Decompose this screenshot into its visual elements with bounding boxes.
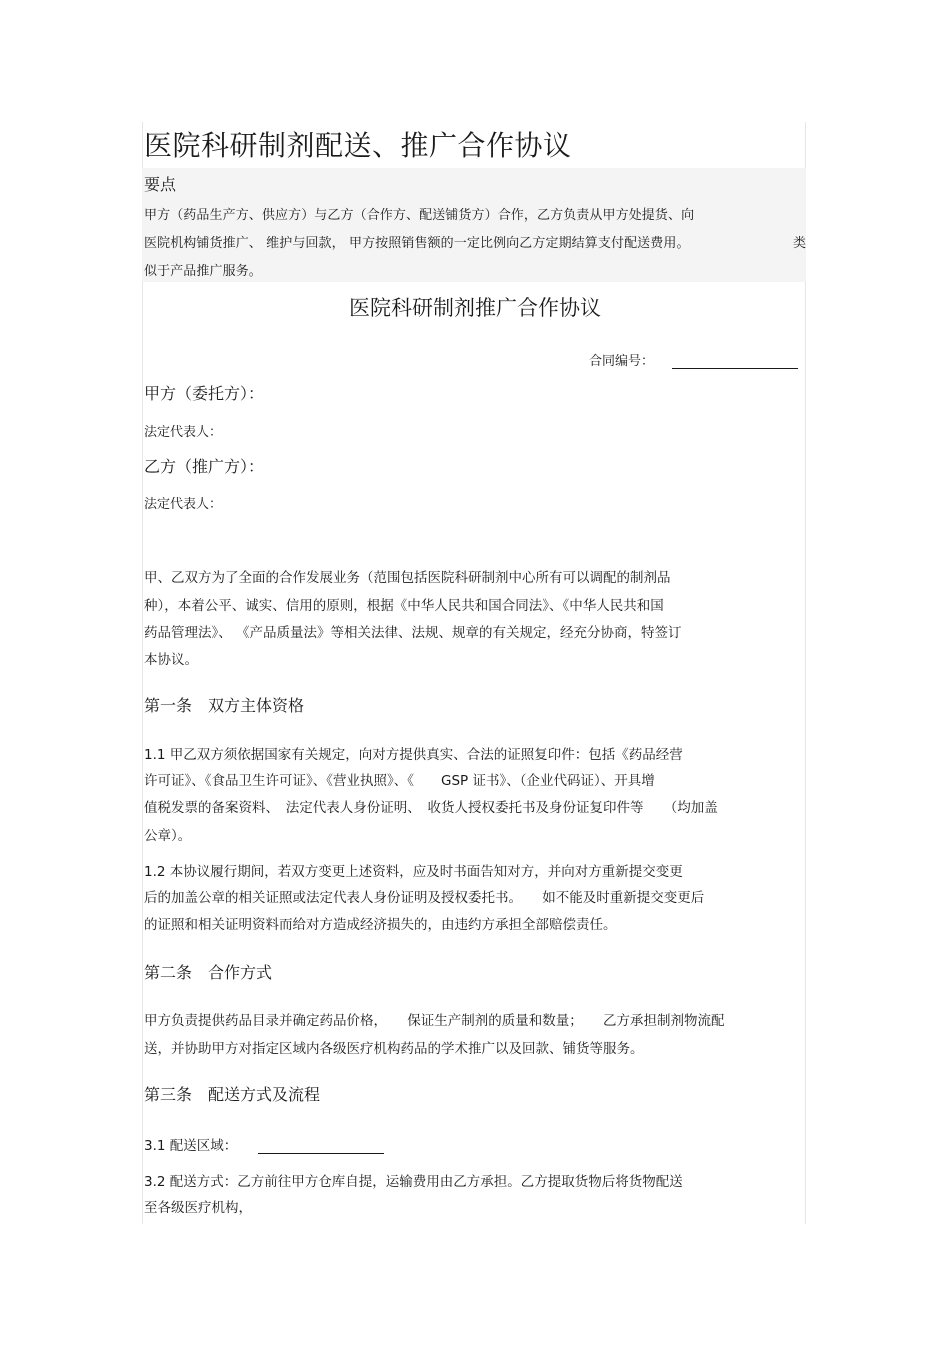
article-2-line: 送，并协助甲方对指定区域内各级医疗机构药品的学术推广以及回款、铺货等服务。 (144, 1041, 644, 1057)
summary-line: 甲方（药品生产方、供应方）与乙方（合作方、配送铺货方）合作，乙方负责从甲方处提货、向 (144, 208, 695, 223)
preamble-line: 种），本着公平、诚实、信用的原则，根据《中华人民共和国合同法》、《中华人民共和国 (144, 598, 664, 614)
article-3-line: 至各级医疗机构， (144, 1200, 252, 1216)
summary-line: 似于产品推广服务。 (144, 264, 262, 279)
article-2-heading: 第二条 合作方式 (144, 963, 273, 982)
delivery-area (144, 1134, 384, 1154)
party-a-label: 甲方（委托方）： (144, 384, 265, 403)
summary-box (142, 168, 806, 282)
contract-title: 医院科研制剂推广合作协议 (349, 296, 601, 320)
preamble-line: 本协议。 (144, 652, 198, 668)
article-1-line: 值税发票的备案资料、 法定代表人身份证明、 收货人授权委托书及身份证复印件等 （均加盖 (144, 800, 718, 816)
article-3-line: 3.2 配送方式：乙方前往甲方仓库自提，运输费用由乙方承担。乙方提取货物后将货物配送 (144, 1174, 683, 1190)
article-1-heading: 第一条 双方主体资格 (144, 696, 305, 715)
article-1-line: 后的加盖公章的相关证照或法定代表人身份证明及授权委托书。 如不能及时重新提交变更后 (144, 890, 705, 906)
contract-number-blank (672, 354, 798, 369)
page-right-border (805, 122, 806, 1224)
document-title: 医院科研制剂配送、推广合作协议 (144, 129, 572, 162)
delivery-area-label: 3.1 配送区域： (144, 1138, 238, 1154)
article-1-line: 1.2 本协议履行期间，若双方变更上述资料，应及时书面告知对方，并向对方重新提交变更 (144, 864, 683, 880)
contract-number (589, 350, 798, 369)
article-1-line: 1.1 甲乙双方须依据国家有关规定，向对方提供真实、合法的证照复印件：包括《药品经营 (144, 747, 683, 763)
article-1-line: 许可证》、《食品卫生许可证》、《营业执照》、《 GSP 证书》、（企业代码证）、开具增 (144, 773, 655, 789)
delivery-area-blank (258, 1141, 384, 1154)
summary-line: 医院机构铺货推广、 维护与回款， 甲方按照销售额的一定比例向乙方定期结算支付配送费用。 (144, 236, 690, 251)
summary-line-tail: 类 (792, 236, 806, 251)
page-left-border (142, 122, 143, 1224)
article-3-heading: 第三条 配送方式及流程 (144, 1085, 321, 1104)
article-1-line: 公章）。 (144, 828, 192, 844)
summary-heading: 要点 (144, 175, 177, 194)
party-b-label: 乙方（推广方）： (144, 457, 265, 476)
party-a-representative: 法定代表人： (144, 425, 223, 440)
article-2-line: 甲方负责提供药品目录并确定药品价格， 保证生产制剂的质量和数量； 乙方承担制剂物流配 (144, 1013, 725, 1029)
preamble-line: 药品管理法》、 《产品质量法》等相关法律、法规、规章的有关规定，经充分协商，特签订 (144, 625, 682, 641)
preamble-line: 甲、乙双方为了全面的合作发展业务（范围包括医院科研制剂中心所有可以调配的制剂品 (144, 570, 671, 586)
party-b-representative: 法定代表人： (144, 497, 223, 512)
article-1-line: 的证照和相关证明资料而给对方造成经济损失的，由违约方承担全部赔偿责任。 (144, 917, 617, 933)
contract-number-label: 合同编号： (589, 354, 655, 369)
